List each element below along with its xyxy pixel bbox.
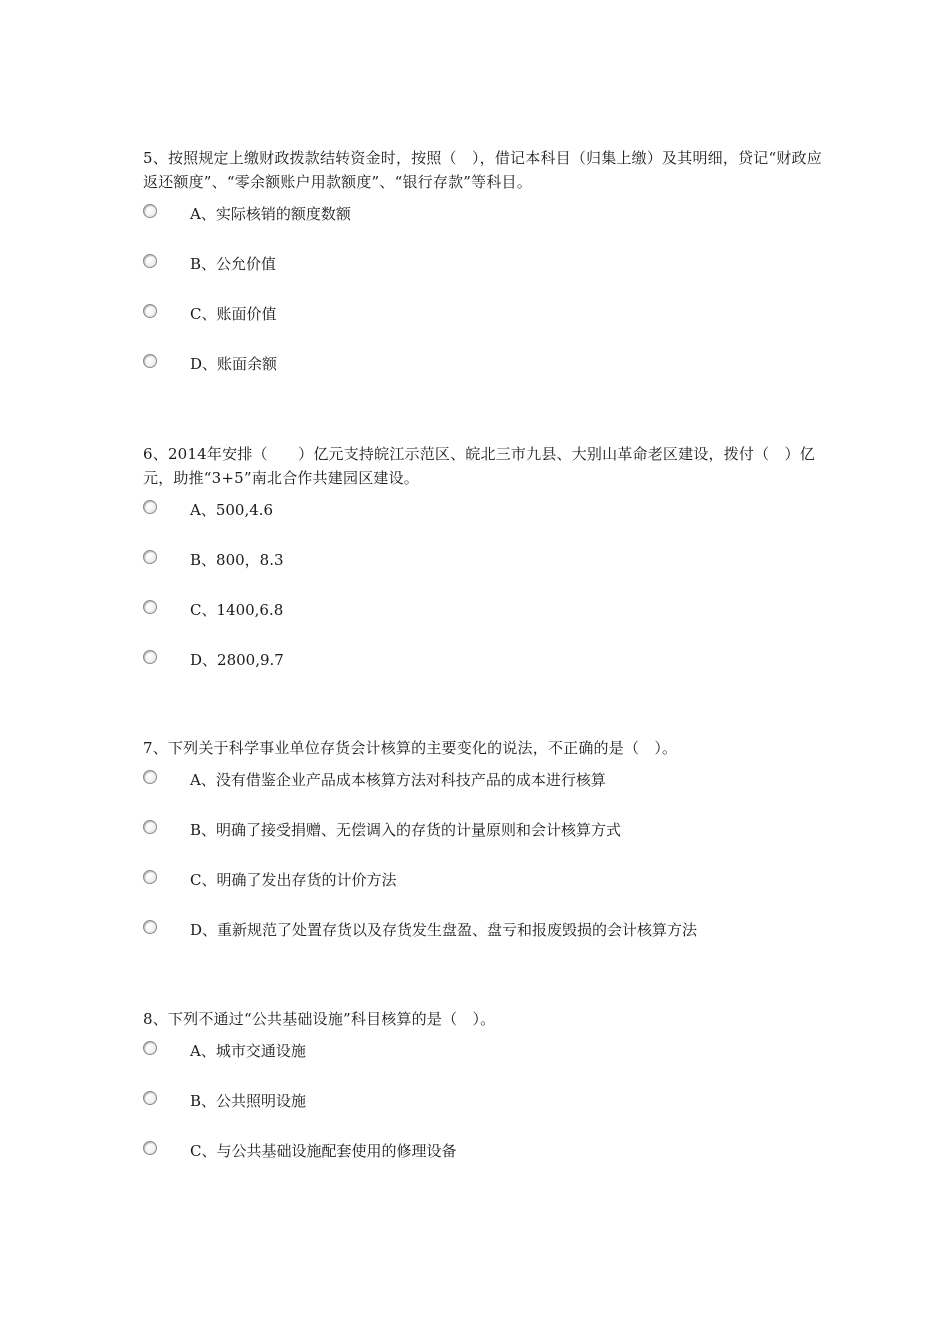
radio-button[interactable] [143,354,157,368]
radio-button[interactable] [143,600,157,614]
radio-button[interactable] [143,304,157,318]
question-text: 7、下列关于科学事业单位存货会计核算的主要变化的说法，不正确的是（ ）。 [143,739,678,757]
option-label: A、没有借鉴企业产品成本核算方法对科技产品的成本进行核算 [190,771,606,789]
question-5 [143,146,823,402]
radio-button[interactable] [143,870,157,884]
option-a[interactable] [143,202,823,252]
option-label: A、实际核销的额度数额 [190,205,351,223]
option-label: B、公允价值 [190,255,277,273]
option-d[interactable] [143,352,823,402]
option-a[interactable] [143,1039,823,1089]
radio-button[interactable] [143,550,157,564]
option-label: B、公共照明设施 [190,1092,307,1110]
option-c[interactable] [143,1139,823,1189]
option-d[interactable] [143,918,823,968]
option-label: C、账面价值 [190,305,277,323]
radio-button[interactable] [143,1141,157,1155]
option-b[interactable] [143,818,823,868]
radio-button[interactable] [143,500,157,514]
radio-button[interactable] [143,770,157,784]
option-label: C、1400,6.8 [190,601,284,619]
option-d[interactable] [143,648,823,698]
question-8 [143,1007,823,1189]
option-b[interactable] [143,252,823,302]
option-b[interactable] [143,548,823,598]
option-label: D、账面余额 [190,355,278,373]
radio-button[interactable] [143,254,157,268]
question-text: 6、2014年安排（ ）亿元支持皖江示范区、皖北三市九县、大别山革命老区建设，拨付（ ）亿元，助推“3+5”南北合作共建园区建设。 [143,445,815,487]
radio-button[interactable] [143,1091,157,1105]
option-label: A、500,4.6 [190,501,274,519]
option-c[interactable] [143,868,823,918]
question-6 [143,442,823,698]
question-text: 8、下列不通过“公共基础设施”科目核算的是（ ）。 [143,1010,496,1028]
option-c[interactable] [143,598,823,648]
option-a[interactable] [143,498,823,548]
question-7 [143,736,823,968]
radio-button[interactable] [143,650,157,664]
option-label: C、明确了发出存货的计价方法 [190,871,397,889]
option-label: D、2800,9.7 [190,651,284,669]
option-label: D、重新规范了处置存货以及存货发生盘盈、盘亏和报废毁损的会计核算方法 [190,921,698,939]
option-b[interactable] [143,1089,823,1139]
question-text: 5、按照规定上缴财政拨款结转资金时，按照（ ），借记本科目（归集上缴）及其明细，贷记“财政应返还额度”、“零余额账户用款额度”、“银行存款”等科目。 [143,149,822,191]
option-label: A、城市交通设施 [190,1042,306,1060]
option-a[interactable] [143,768,823,818]
option-label: B、明确了接受捐赠、无偿调入的存货的计量原则和会计核算方式 [190,821,622,839]
radio-button[interactable] [143,204,157,218]
radio-button[interactable] [143,1041,157,1055]
radio-button[interactable] [143,820,157,834]
option-c[interactable] [143,302,823,352]
option-label: B、800，8.3 [190,551,284,569]
option-label: C、与公共基础设施配套使用的修理设备 [190,1142,457,1160]
radio-button[interactable] [143,920,157,934]
